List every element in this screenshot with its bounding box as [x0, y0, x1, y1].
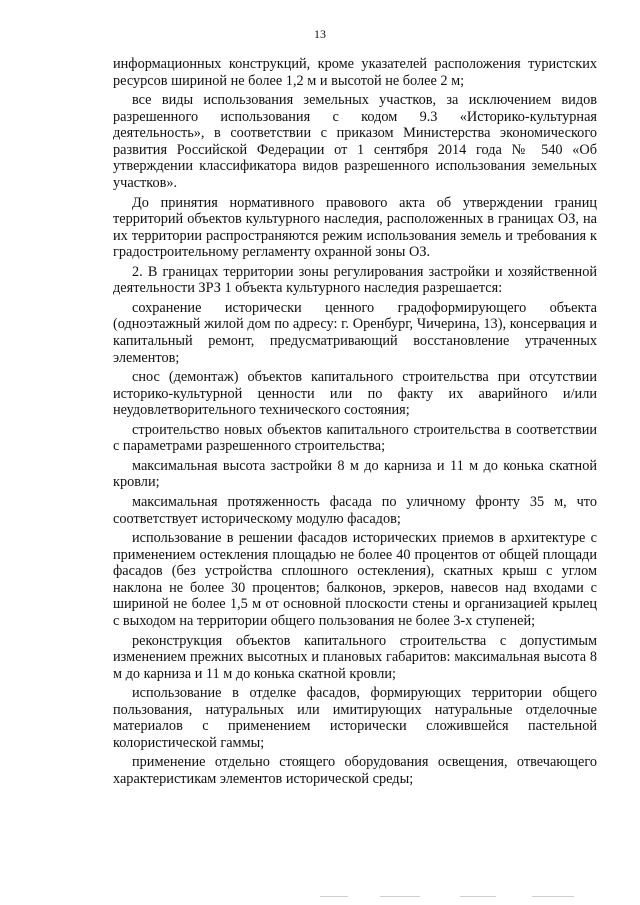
paragraph-facade-finishing: использование в отделке фасадов, формирующих территории общего пользования, натуральных или имитирующих натуральные отделочные материалов с применением исторически сложившейся пастельной колористической гаммы; [113, 685, 597, 751]
scan-artifact-marks [320, 893, 620, 901]
paragraph-preservation: сохранение исторически ценного градоформирующего объекта (одноэтажный жилой дом по адресу: г. Оренбург, Чичерина, 13), консервация и капитальный ремонт, предусматривающий восстановление утраченных элементов; [113, 299, 597, 366]
paragraph-demolition: снос (демонтаж) объектов капитального строительства при отсутствии историко-культурной ценности или по факту их аварийного и/или неудовлетворительного технического состояния; [113, 369, 597, 419]
document-body [113, 56, 597, 791]
paragraph-facade-techniques: использование в решении фасадов исторических приемов в архитектуре с применением остекления площадью не более 40 процентов от общей площади фасадов (без устройства сплошного остекления), скатных крыш с углом наклона не более 30 процентов; балконов, эркеров, навесов над входами с шириной не более 1,5 м от основной плоскости стены и организацией крылец с выходом на территории общего пользования не более 3-х ступеней; [113, 530, 597, 630]
paragraph-reconstruction: реконструкция объектов капитального строительства с допустимым изменением прежних высотных и плановых габаритов: максимальная высота 8 м до карниза и 11 м до конька скатной кровли; [113, 632, 597, 682]
paragraph-facade-length: максимальная протяженность фасада по уличному фронту 35 м, что соответствует историческому модулю фасадов; [113, 493, 597, 527]
paragraph-max-height: максимальная высота застройки 8 м до карниза и 11 м до конька скатной кровли; [113, 457, 597, 491]
paragraph-pending-normative-act: До принятия нормативного правового акта об утверждении границ территорий объектов культурного наследия, расположенных в границах ОЗ, на их территории распространяются режим использования земель и требования к градостроительному регламенту охранной зоны ОЗ. [113, 194, 597, 261]
paragraph-land-use-exceptions: все виды использования земельных участков, за исключением видов разрешенного использования с кодом 9.3 «Историко-культурная деятельность», в соответствии с приказом Министерства экономического развития Российской Федерации от 1 сентября 2014 года № 540 «Об утверждении классификатора видов разрешенного использования земельных участков». [113, 92, 597, 192]
page-number: 13 [314, 27, 326, 41]
paragraph-new-construction: строительство новых объектов капитального строительства в соответствии с параметрами разрешенного строительства; [113, 421, 597, 455]
paragraph-continuation: информационных конструкций, кроме указателей расположения туристских ресурсов шириной не более 1,2 м и высотой не более 2 м; [113, 56, 597, 89]
paragraph-section-2-intro: 2. В границах территории зоны регулирования застройки и хозяйственной деятельности ЗРЗ 1 объекта культурного наследия разрешается: [113, 263, 597, 297]
paragraph-lighting: применение отдельно стоящего оборудования освещения, отвечающего характеристикам элементов исторической среды; [113, 754, 597, 788]
